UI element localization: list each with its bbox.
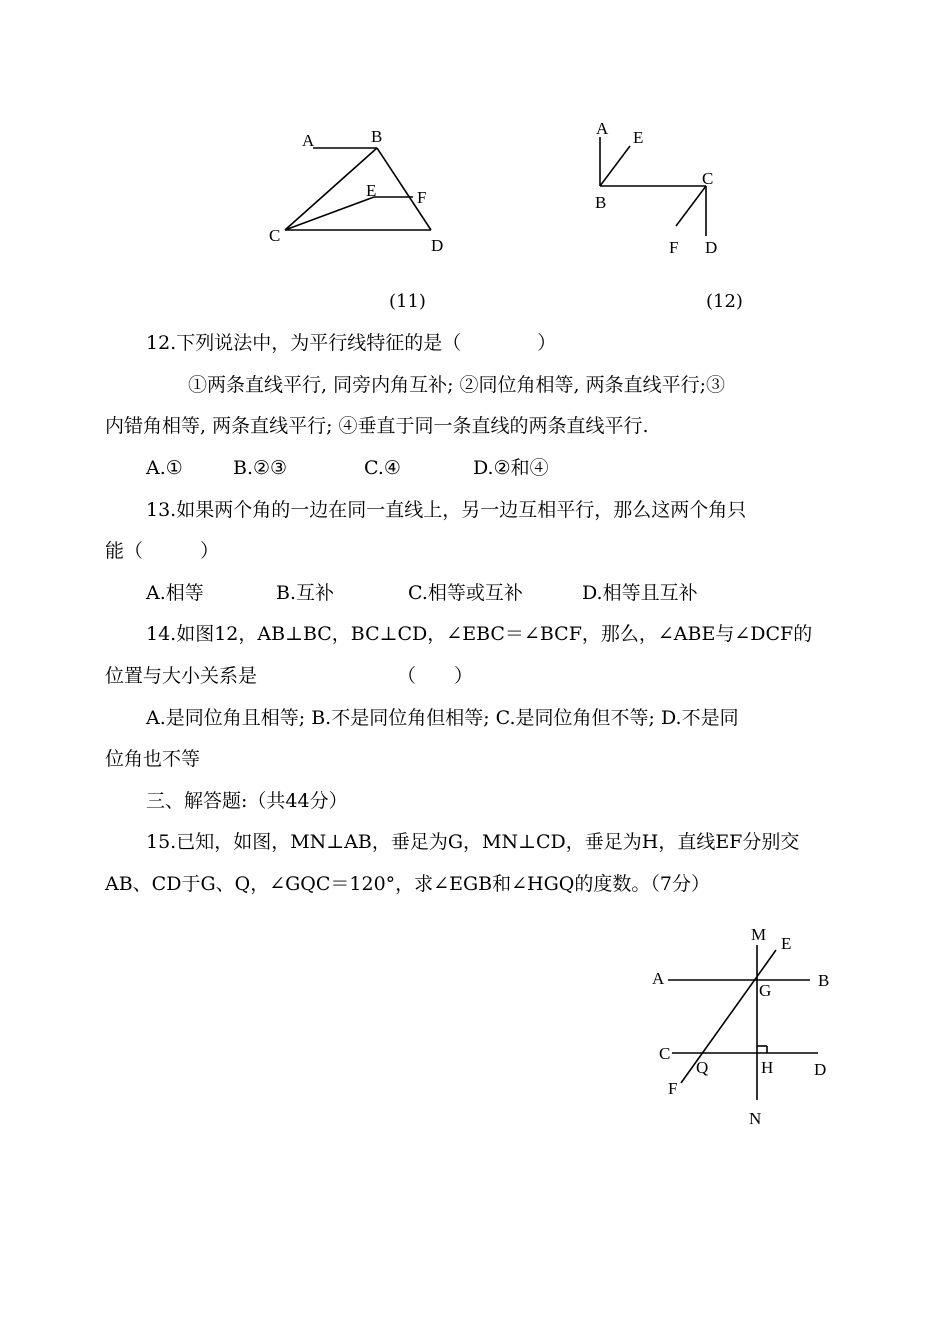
fig15-label-f: F — [668, 1079, 678, 1098]
fig15-label-q: Q — [696, 1058, 709, 1077]
section-3-title: 三、解答题:（共44分） — [146, 790, 348, 812]
q12-option-b: B.②③ — [233, 457, 288, 479]
fig15-label-c: C — [659, 1044, 671, 1063]
q13-option-d: D.相等且互补 — [582, 582, 698, 604]
fig15-label-m: M — [751, 925, 767, 944]
figure-15 — [652, 925, 829, 1128]
q13-stem-line2: 能（ ） — [105, 540, 220, 562]
segment-ce — [285, 197, 374, 230]
fig11-label-a: A — [302, 131, 315, 150]
figure-12-caption: (12) — [706, 291, 743, 312]
fig15-label-h: H — [761, 1058, 774, 1077]
fig11-label-c: C — [269, 226, 281, 245]
q15-stem-line2: AB、CD于G、Q，∠GQC＝120°，求∠EGB和∠HGQ的度数。（7分） — [105, 873, 710, 895]
q14-stem-line1: 14.如图12，AB⊥BC，BC⊥CD，∠EBC＝∠BCF，那么，∠ABE与∠DCF的 — [146, 623, 813, 645]
fig15-label-g: G — [759, 981, 772, 1000]
q14-options-line2: 位角也不等 — [105, 748, 201, 770]
fig12-label-c: C — [702, 169, 714, 188]
fig11-label-d: D — [431, 236, 444, 255]
fig11-label-f: F — [417, 188, 427, 207]
fig15-label-d: D — [814, 1060, 827, 1079]
segment-be — [600, 146, 630, 186]
q14-stem-line2: 位置与大小关系是 — [105, 665, 258, 687]
fig12-label-f: F — [669, 238, 679, 257]
fig12-label-d: D — [705, 238, 718, 257]
fig12-label-e: E — [633, 128, 644, 147]
segment-cf — [676, 186, 706, 226]
figure-11 — [269, 127, 443, 255]
q13-option-a: A.相等 — [146, 582, 204, 604]
q12-option-c: C.④ — [364, 457, 401, 479]
q12-stem: 12.下列说法中，为平行线特征的是（ ） — [146, 332, 557, 354]
q13-option-c: C.相等或互补 — [408, 582, 523, 604]
fig12-label-b: B — [595, 193, 607, 212]
fig15-label-n: N — [749, 1109, 762, 1128]
fig11-label-e: E — [366, 181, 377, 200]
q12-option-a: A.① — [146, 457, 183, 479]
q13-option-b: B.互补 — [276, 582, 335, 604]
q14-options-line1: A.是同位角且相等; B.不是同位角但相等; C.是同位角但不等; D.不是同 — [146, 707, 739, 729]
q14-answer-paren: （ ） — [397, 665, 474, 687]
q12-option-d: D.②和④ — [473, 457, 549, 479]
q13-stem-line1: 13.如果两个角的一边在同一直线上，另一边互相平行，那么这两个角只 — [146, 499, 747, 521]
q12-statements-line1: ①两条直线平行, 同旁内角互补; ②同位角相等, 两条直线平行;③ — [188, 374, 726, 396]
fig15-label-a: A — [652, 969, 665, 988]
fig11-label-b: B — [371, 127, 383, 146]
fig15-label-b: B — [818, 971, 830, 990]
figure-11-caption: (11) — [389, 291, 426, 312]
fig12-label-a: A — [596, 119, 609, 138]
q12-statements-line2: 内错角相等, 两条直线平行; ④垂直于同一条直线的两条直线平行. — [105, 415, 649, 437]
segment-bc — [285, 148, 377, 230]
figure-12 — [595, 119, 717, 257]
q15-stem-line1: 15.已知，如图，MN⊥AB，垂足为G，MN⊥CD，垂足为H，直线EF分别交 — [146, 831, 800, 853]
fig15-label-e: E — [781, 934, 792, 953]
